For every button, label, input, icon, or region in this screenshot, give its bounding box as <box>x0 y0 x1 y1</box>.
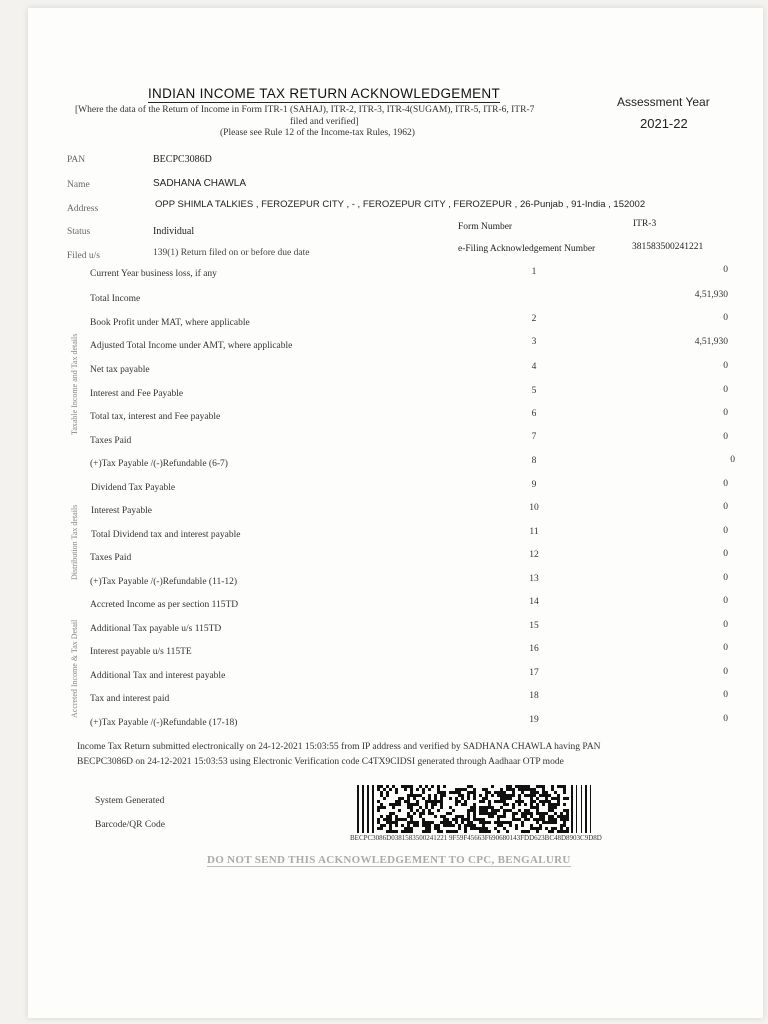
form-applicability-line-2: filed and verified] <box>290 117 359 127</box>
row-value: 0 <box>723 265 728 275</box>
assessment-year-label: Assessment Year <box>617 95 710 109</box>
row-label: Dividend Tax Payable <box>91 483 176 493</box>
row-value: 0 <box>723 620 728 630</box>
row-value: 0 <box>723 643 728 653</box>
row-value: 0 <box>723 526 728 536</box>
row-number: 10 <box>529 503 539 513</box>
submission-statement-line2: BECPC3086D on 24-12-2021 15:03:53 using Electronic Verification code C4TX9CIDSI generated through Aadhaar OTP mode <box>77 757 564 767</box>
filed-us-value: 139(1) Return filed on or before due date <box>153 248 310 258</box>
row-label: Total Income <box>90 294 141 304</box>
row-label: Taxes Paid <box>90 553 132 563</box>
row-label: Total tax, interest and Fee payable <box>90 412 221 422</box>
row-value: 0 <box>723 573 728 583</box>
row-number: 9 <box>531 480 537 490</box>
address-value: OPP SHIMLA TALKIES , FEROZEPUR CITY , - , FEROZEPUR CITY , FEROZEPUR , 26-Punjab , 91-India , 152002 <box>155 199 646 210</box>
assessment-year-value: 2021-22 <box>640 116 688 131</box>
row-label: Current Year business loss, if any <box>90 269 217 279</box>
status-label: Status <box>67 227 91 237</box>
row-value: 0 <box>723 385 728 395</box>
row-number: 14 <box>529 597 539 607</box>
row-number: 16 <box>529 644 539 654</box>
row-number: 18 <box>529 691 539 701</box>
row-value: 0 <box>723 690 728 700</box>
row-number: 8 <box>531 456 537 466</box>
row-label: Tax and interest paid <box>90 694 170 704</box>
row-label: Additional Tax and interest payable <box>90 671 226 681</box>
system-generated-label: System Generated <box>95 796 165 806</box>
row-value: 0 <box>723 667 728 677</box>
row-label: (+)Tax Payable /(-)Refundable (17-18) <box>90 718 238 728</box>
row-number: 12 <box>529 550 539 560</box>
row-label: (+)Tax Payable /(-)Refundable (6-7) <box>90 459 228 469</box>
document-title: INDIAN INCOME TAX RETURN ACKNOWLEDGEMENT <box>148 86 501 101</box>
row-number: 17 <box>529 668 539 678</box>
form-number-label: Form Number <box>458 222 513 232</box>
row-number: 11 <box>529 527 539 537</box>
pan-value: BECPC3086D <box>153 154 212 165</box>
row-number: 4 <box>531 362 537 372</box>
row-value: 0 <box>730 455 735 465</box>
row-value: 0 <box>723 549 728 559</box>
row-label: Taxes Paid <box>90 436 132 446</box>
row-value: 4,51,930 <box>694 290 728 300</box>
qr-barcode-image <box>357 785 599 833</box>
row-label: Book Profit under MAT, where applicable <box>90 318 250 328</box>
row-label: Interest payable u/s 115TE <box>90 647 192 657</box>
section-label-taxable: Taxable Income and Tax details <box>70 333 79 435</box>
barcode-text: BECPC3086D0381583500241221 9F59F45663F690680143FDD623BC48D8903C9D8D <box>350 834 602 842</box>
address-label: Address <box>67 204 99 214</box>
filed-us-label: Filed u/s <box>67 251 100 261</box>
barcode-label: Barcode/QR Code <box>95 820 165 830</box>
row-label: Interest Payable <box>91 506 152 516</box>
row-label: Adjusted Total Income under AMT, where applicable <box>90 341 293 351</box>
row-value: 0 <box>723 432 728 442</box>
row-number: 3 <box>531 337 537 347</box>
row-value: 0 <box>723 596 728 606</box>
form-applicability-line: [Where the data of the Return of Income in Form ITR-1 (SAHAJ), ITR-2, ITR-3, ITR-4(SUGAM), ITR-5, ITR-6, ITR-7 <box>75 105 535 115</box>
row-value: 0 <box>723 479 728 489</box>
do-not-send-notice: DO NOT SEND THIS ACKNOWLEDGEMENT TO CPC, BENGALURU <box>207 854 571 866</box>
row-label: (+)Tax Payable /(-)Refundable (11-12) <box>90 577 238 587</box>
row-label: Additional Tax payable u/s 115TD <box>90 624 222 634</box>
row-value: 0 <box>723 502 728 512</box>
row-number: 13 <box>529 574 539 584</box>
row-label: Net tax payable <box>90 365 150 375</box>
section-label-distribution: Distribution Tax details <box>70 504 79 580</box>
submission-statement-line1: Income Tax Return submitted electronically on 24-12-2021 15:03:55 from IP address and verified by SADHANA CHAWLA having PAN <box>77 742 601 752</box>
section-label-accreted: Accreted Income & Tax Detail <box>70 619 79 718</box>
name-label: Name <box>67 180 90 190</box>
row-number: 6 <box>531 409 537 419</box>
pan-label: PAN <box>67 155 86 165</box>
row-value: 0 <box>723 408 728 418</box>
row-value: 0 <box>723 714 728 724</box>
status-value: Individual <box>153 226 195 237</box>
ack-number-value: 381583500241221 <box>632 242 704 252</box>
row-label: Accreted Income as per section 115TD <box>90 600 239 610</box>
name-value: SADHANA CHAWLA <box>153 178 246 189</box>
row-number: 19 <box>529 715 539 725</box>
row-number: 15 <box>529 621 539 631</box>
row-label: Interest and Fee Payable <box>90 389 184 399</box>
row-value: 0 <box>723 313 728 323</box>
rule-reference: (Please see Rule 12 of the Income-tax Rules, 1962) <box>220 128 415 138</box>
ack-number-label: e-Filing Acknowledgement Number <box>458 244 596 254</box>
row-value: 4,51,930 <box>694 337 728 347</box>
row-number: 7 <box>531 432 537 442</box>
row-value: 0 <box>723 361 728 371</box>
row-number: 2 <box>531 314 537 324</box>
row-number: 1 <box>531 267 537 277</box>
row-label: Total Dividend tax and interest payable <box>91 530 241 540</box>
form-number-value: ITR-3 <box>633 219 657 229</box>
row-number: 5 <box>531 386 537 396</box>
